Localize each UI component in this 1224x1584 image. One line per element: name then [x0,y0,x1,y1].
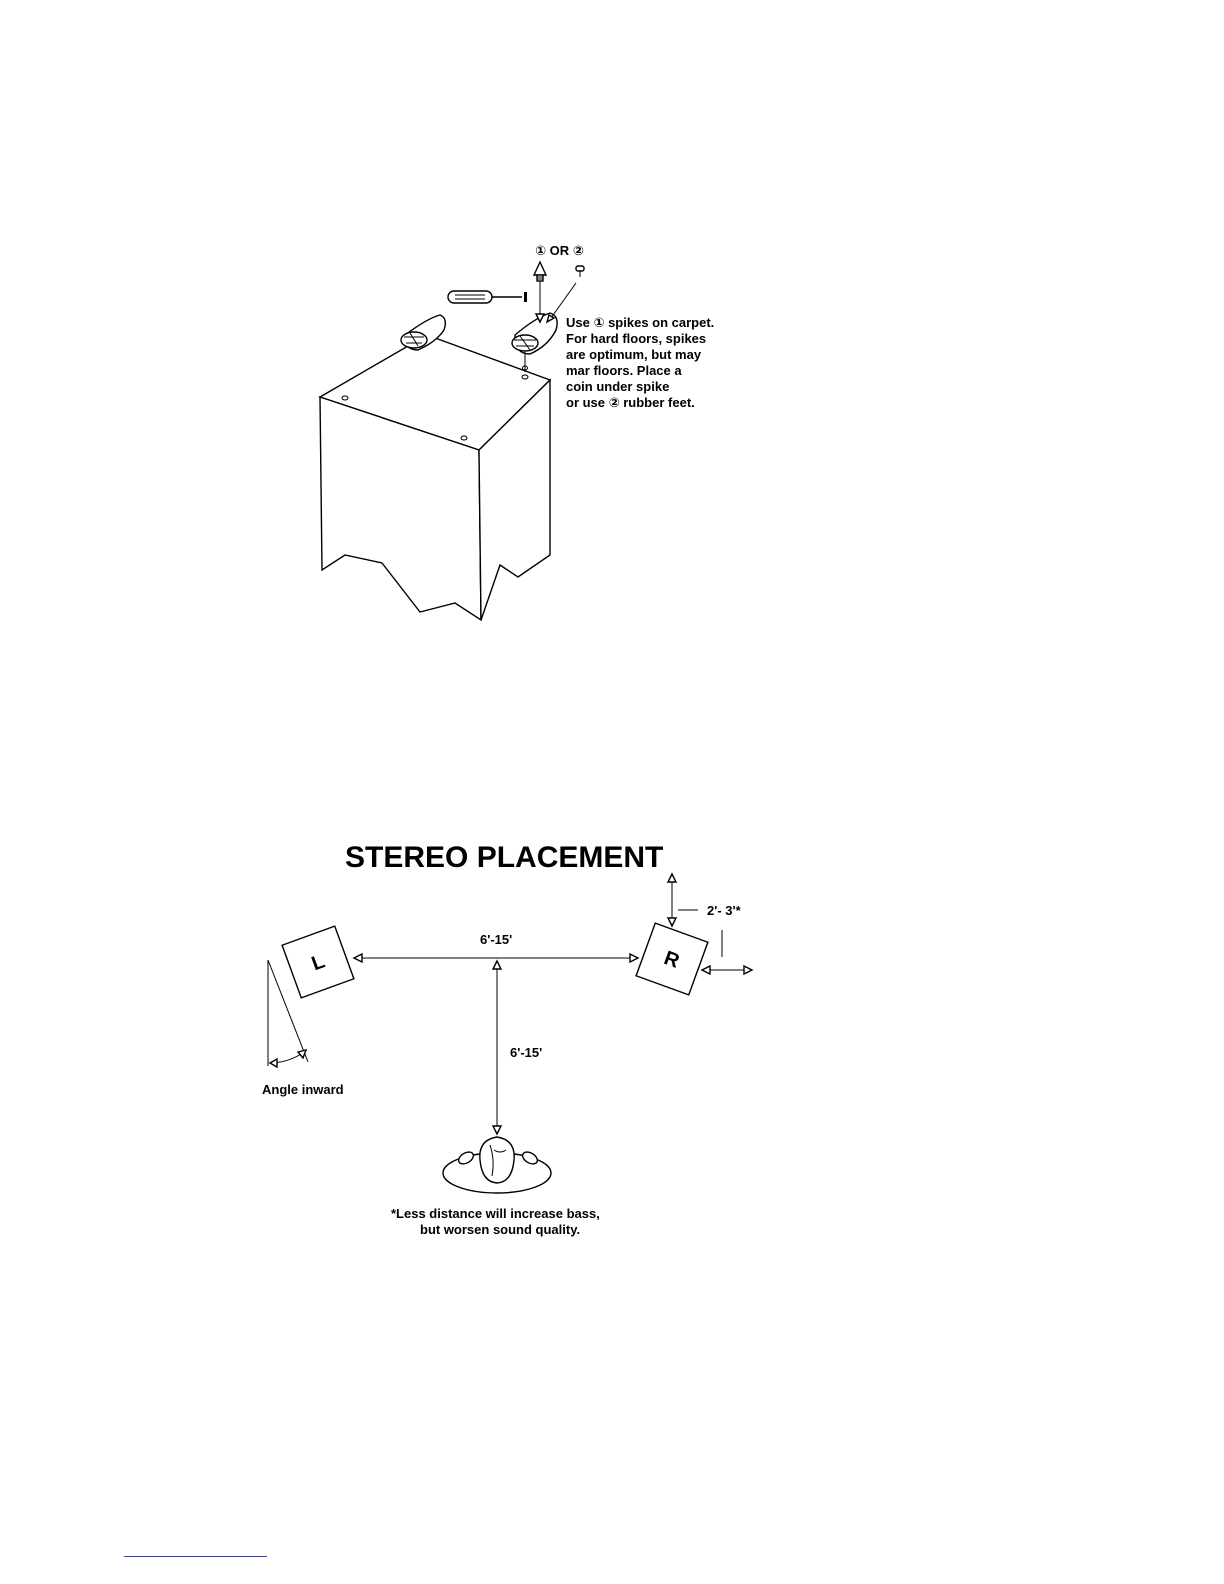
wall-distance-label: 2'- 3'* [707,903,741,918]
footnote-line: *Less distance will increase bass, [391,1206,600,1221]
spike-icon [534,262,546,322]
vertical-distance-arrow [493,961,501,1134]
speaker-cabinet-illustration [320,335,550,620]
note-line: coin under spike [566,379,670,394]
note-line: mar floors. Place a [566,363,682,378]
note-line: Use ① spikes on carpet. [566,315,715,330]
note-line: For hard floors, spikes [566,331,707,346]
side-wall-distance-arrow [702,930,752,974]
bottom-rule [124,1556,267,1557]
assembly-note [566,315,714,410]
listener-figure [443,1137,551,1193]
screwdriver-icon [448,291,527,303]
rear-wall-distance-arrow [668,874,698,926]
footnote [391,1206,600,1237]
note-line: or use ② rubber feet. [566,395,695,410]
note-line: are optimum, but may [566,347,702,362]
angle-inward-label: Angle inward [262,1082,344,1097]
left-speaker-label: L [308,950,328,976]
right-speaker-label: R [661,947,683,973]
vertical-distance-label: 6'-15' [510,1045,543,1060]
horizontal-distance-arrow [354,954,638,962]
right-speaker [636,923,708,995]
footnote-line: but worsen sound quality. [420,1222,581,1237]
placement-title: STEREO PLACEMENT [345,841,664,874]
horizontal-distance-label: 6'-15' [480,932,513,947]
options-label: ① OR ② [535,243,584,258]
right-foot-illustration [512,313,557,372]
left-speaker [282,926,354,998]
